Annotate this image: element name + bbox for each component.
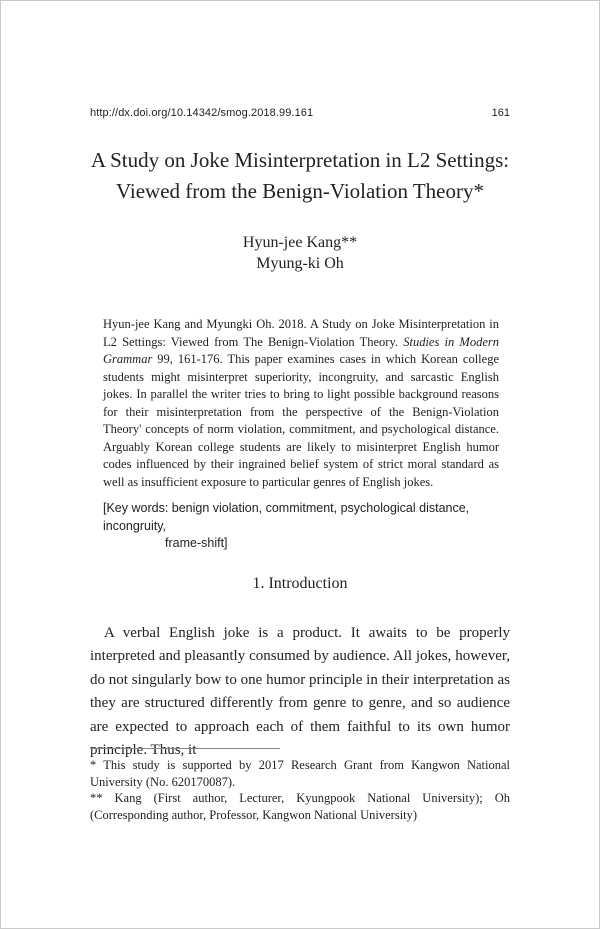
author-list bbox=[150, 232, 450, 274]
body-paragraph-text: A verbal English joke is a product. It awaits to be properly interpreted and pleasantly consumed by audience. All jokes, however, do not singularly bow to one humor principle in their interpretation as they are structured differently from genre to genre, and so audience are expected to approach each of them faithful to its own humor principle. Thus, it bbox=[90, 625, 510, 759]
author-2: Myung-ki Oh bbox=[256, 255, 344, 272]
abstract-text: This paper examines cases in which Korean college students might misinterpret superiority, incongruity, and sarcastic English jokes. In parallel the writer tries to bring to light possible background reasons for their misinterpretation from the perspective of the Benign-Violation Theory' concepts of norm violation, commitment, and psychological distance. Arguably Korean college students are likely to misinterpret English humor codes influenced by their ingrained belief system of strict moral standard as well as insufficient exposure to particular genres of English jokes. bbox=[103, 352, 499, 489]
paper-title bbox=[60, 145, 540, 207]
footnote-divider bbox=[90, 748, 280, 749]
doi-link[interactable]: http://dx.doi.org/10.14342/smog.2018.99.161 bbox=[90, 107, 314, 119]
journal-name: Studies in Modern Grammar bbox=[103, 334, 499, 366]
footnotes bbox=[90, 757, 510, 823]
keywords bbox=[103, 500, 503, 553]
page-number: 161 bbox=[491, 107, 510, 119]
title-line-2: Viewed from the Benign-Violation Theory* bbox=[115, 179, 484, 203]
footnote-1: * This study is supported by 2017 Research Grant from Kangwon National University (No. 620170087). bbox=[90, 758, 510, 789]
abstract-citation-prefix: Hyun-jee Kang and Myungki Oh. 2018. A Study on Joke Misinterpretation in L2 Settings: Viewed from The Benign-Violation Theory. bbox=[103, 317, 499, 349]
abstract bbox=[103, 316, 499, 491]
footnote-2: ** Kang (First author, Lecturer, Kyungpook National University); Oh (Corresponding author, Professor, Kangwon National University) bbox=[90, 791, 510, 822]
keywords-line-1: [Key words: benign violation, commitment, psychological distance, incongruity, bbox=[103, 501, 470, 533]
section-heading: 1. Introduction bbox=[252, 575, 348, 592]
keywords-line-2: frame-shift] bbox=[165, 536, 228, 550]
abstract-citation-suffix: 99, 161-176. bbox=[152, 352, 228, 366]
author-1: Hyun-jee Kang** bbox=[242, 234, 358, 251]
title-line-1: A Study on Joke Misinterpretation in L2 Settings: bbox=[90, 148, 510, 172]
body-paragraph bbox=[90, 622, 510, 762]
